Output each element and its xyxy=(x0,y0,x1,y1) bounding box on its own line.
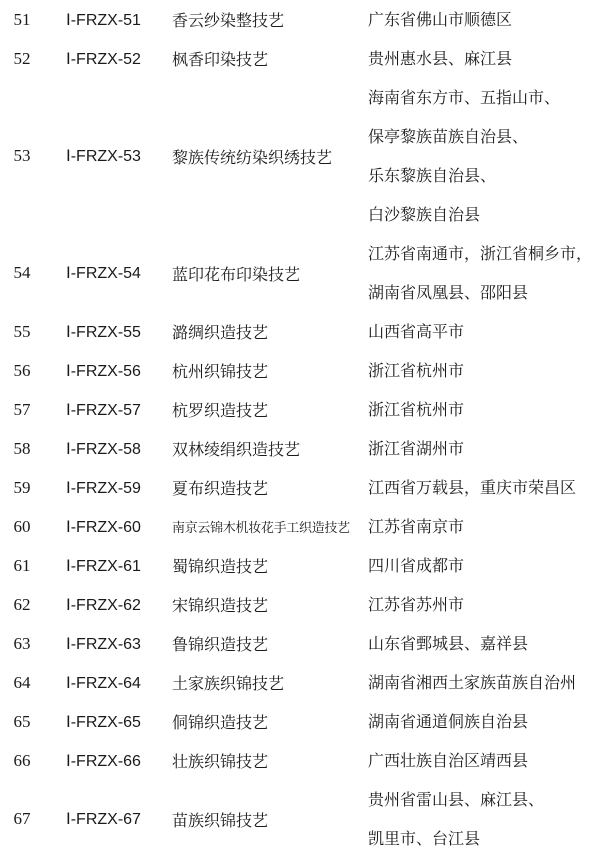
table-row xyxy=(0,663,600,702)
row-number: 62 xyxy=(13,594,31,614)
project-region xyxy=(368,702,600,741)
project-name: 杭罗织造技艺 xyxy=(172,401,269,420)
region-line: 海南省东方市、五指山市、 xyxy=(368,88,561,107)
table-row xyxy=(0,702,600,741)
row-number: 64 xyxy=(13,672,31,692)
project-name: 壮族织锦技艺 xyxy=(172,752,269,771)
project-code: Ⅰ-FRZX-64 xyxy=(66,674,141,692)
region-line: 广西壮族自治区靖西县 xyxy=(368,751,529,770)
table-row xyxy=(0,78,600,234)
table-row xyxy=(0,0,600,39)
project-region xyxy=(368,780,600,858)
project-code: Ⅰ-FRZX-57 xyxy=(66,401,141,419)
project-region xyxy=(368,624,600,663)
project-region xyxy=(368,663,600,702)
table-row xyxy=(0,585,600,624)
row-number: 60 xyxy=(13,516,31,536)
project-name: 双林绫绢织造技艺 xyxy=(172,440,301,459)
row-number: 65 xyxy=(13,711,31,731)
table-row xyxy=(0,507,600,546)
project-code: Ⅰ-FRZX-51 xyxy=(66,11,141,29)
project-code: Ⅰ-FRZX-55 xyxy=(66,323,141,341)
table-row xyxy=(0,390,600,429)
region-line: 江苏省南通市，浙江省桐乡市， xyxy=(368,244,593,263)
project-name: 宋锦织造技艺 xyxy=(172,596,269,615)
table-row xyxy=(0,429,600,468)
region-line: 浙江省湖州市 xyxy=(368,439,465,458)
row-number: 63 xyxy=(13,633,31,653)
table-row xyxy=(0,39,600,78)
row-number: 51 xyxy=(13,9,31,29)
table-row xyxy=(0,312,600,351)
row-number: 67 xyxy=(13,809,31,828)
region-line: 广东省佛山市顺德区 xyxy=(368,10,513,29)
row-number: 56 xyxy=(13,360,31,380)
region-line: 湖南省湘西土家族苗族自治州 xyxy=(368,673,577,692)
project-name: 潞绸织造技艺 xyxy=(172,323,269,342)
row-number: 66 xyxy=(13,750,31,770)
project-code: Ⅰ-FRZX-61 xyxy=(66,557,141,575)
region-line: 江苏省苏州市 xyxy=(368,595,465,614)
row-number: 53 xyxy=(13,146,31,165)
project-region xyxy=(368,390,600,429)
project-code: Ⅰ-FRZX-53 xyxy=(66,148,141,165)
table-row xyxy=(0,234,600,312)
project-region xyxy=(368,546,600,585)
project-name: 侗锦织造技艺 xyxy=(172,713,269,732)
row-number: 61 xyxy=(13,555,31,575)
region-line: 贵州惠水县、麻江县 xyxy=(368,49,513,68)
project-code: Ⅰ-FRZX-65 xyxy=(66,713,141,731)
region-line: 江西省万载县，重庆市荣昌区 xyxy=(368,478,577,497)
project-name: 南京云锦木机妆花手工织造技艺 xyxy=(172,521,350,536)
project-region xyxy=(368,429,600,468)
project-region xyxy=(368,234,600,312)
project-code: Ⅰ-FRZX-58 xyxy=(66,440,141,458)
project-region xyxy=(368,312,600,351)
region-line: 保亭黎族苗族自治县、 xyxy=(368,127,529,146)
region-line: 浙江省杭州市 xyxy=(368,361,465,380)
table-row xyxy=(0,624,600,663)
region-line: 乐东黎族自治县、 xyxy=(368,166,497,185)
project-region xyxy=(368,741,600,780)
project-region xyxy=(368,585,600,624)
region-line: 江苏省南京市 xyxy=(368,517,465,536)
project-name: 苗族织锦技艺 xyxy=(172,810,269,830)
region-line: 四川省成都市 xyxy=(368,556,465,575)
project-region xyxy=(368,351,600,390)
table-row xyxy=(0,468,600,507)
table-row xyxy=(0,741,600,780)
project-name: 蓝印花布印染技艺 xyxy=(172,264,301,284)
project-code: Ⅰ-FRZX-56 xyxy=(66,362,141,380)
region-line: 浙江省杭州市 xyxy=(368,400,465,419)
row-number: 57 xyxy=(13,399,31,419)
project-code: Ⅰ-FRZX-63 xyxy=(66,635,141,653)
region-line: 凯里市、台江县 xyxy=(368,829,481,848)
row-number: 58 xyxy=(13,438,31,458)
project-region xyxy=(368,78,600,234)
project-region xyxy=(368,39,600,78)
project-name: 鲁锦织造技艺 xyxy=(172,635,269,654)
table-row xyxy=(0,780,600,858)
region-line: 山西省高平市 xyxy=(368,322,465,341)
row-number: 55 xyxy=(13,321,31,341)
project-name: 杭州织锦技艺 xyxy=(172,362,269,381)
project-region xyxy=(368,468,600,507)
project-name: 黎族传统纺染织绣技艺 xyxy=(172,147,333,167)
project-region xyxy=(368,0,600,39)
project-code: Ⅰ-FRZX-60 xyxy=(66,518,141,536)
row-number: 52 xyxy=(13,48,31,68)
row-number: 59 xyxy=(13,477,31,497)
region-line: 贵州省雷山县、麻江县、 xyxy=(368,790,545,809)
project-region xyxy=(368,507,600,546)
project-name: 蜀锦织造技艺 xyxy=(172,557,269,576)
table-row xyxy=(0,546,600,585)
project-name: 夏布织造技艺 xyxy=(172,479,269,498)
project-code: Ⅰ-FRZX-62 xyxy=(66,596,141,614)
table-row xyxy=(0,351,600,390)
project-code: Ⅰ-FRZX-52 xyxy=(66,50,141,68)
project-code: Ⅰ-FRZX-59 xyxy=(66,479,141,497)
project-code: Ⅰ-FRZX-67 xyxy=(66,811,141,828)
region-line: 白沙黎族自治县 xyxy=(368,205,481,224)
row-number: 54 xyxy=(13,263,31,282)
project-code: Ⅰ-FRZX-54 xyxy=(66,265,141,282)
project-name: 枫香印染技艺 xyxy=(172,50,269,69)
region-line: 湖南省通道侗族自治县 xyxy=(368,712,529,731)
project-name: 香云纱染整技艺 xyxy=(172,11,285,30)
region-line: 湖南省凤凰县、邵阳县 xyxy=(368,283,529,302)
project-name: 土家族织锦技艺 xyxy=(172,674,285,693)
project-code: Ⅰ-FRZX-66 xyxy=(66,752,141,770)
region-line: 山东省鄄城县、嘉祥县 xyxy=(368,634,529,653)
